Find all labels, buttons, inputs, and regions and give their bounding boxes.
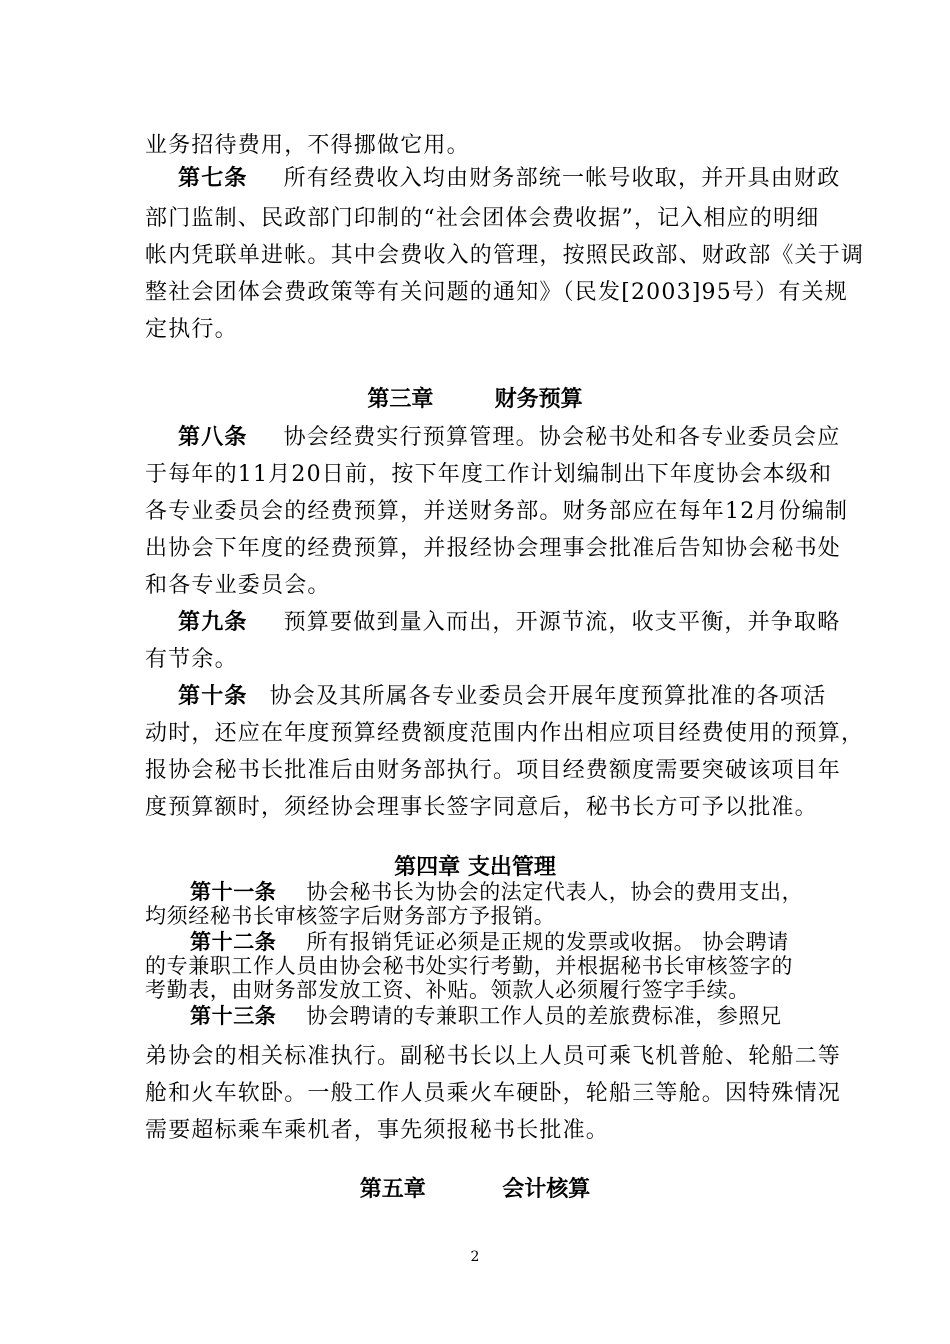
text-line: 动时，还应在年度预算经费额度范围内作出相应项目经费使用的预算， (145, 721, 865, 746)
article-7-label: 第七条 (178, 165, 248, 191)
article-12-label: 第十二条 (190, 929, 277, 954)
article-7-line (178, 161, 841, 192)
text-line: 出协会下年度的经费预算，并报经协会理事会批准后告知协会秘书处 (145, 536, 842, 561)
text-line: 协会秘书长为协会的法定代表人，协会的费用支出， (306, 880, 804, 904)
text-line: 协会及其所属各专业委员会开展年度预算批准的各项活 (269, 684, 827, 709)
text-line: 舱和火车软卧。一般工作人员乘火车硬卧，轮船三等舱。因特殊情况 (145, 1081, 842, 1106)
text-line: 度预算额时，须经协会理事长签字同意后，秘书长方可予以批准。 (145, 795, 818, 820)
article-10-line (178, 679, 827, 710)
text-line: 的专兼职工作人员由协会秘书处实行考勤，并根据秘书长审核签字的 (145, 954, 793, 978)
text-line: 报协会秘书长批准后由财务部执行。项目经费额度需要突破该项目年 (145, 758, 842, 783)
text-line: 弟协会的相关标准执行。副秘书长以上人员可乘飞机普舱、轮船二等 (145, 1044, 842, 1069)
text-line: 帐内凭联单进帐。其中会费收入的管理，按照民政部、财政部《关于调 (145, 243, 865, 268)
article-8-label: 第八条 (178, 424, 248, 450)
text-line: 定执行。 (145, 317, 238, 342)
article-10-label: 第十条 (178, 683, 248, 709)
chapter-4-heading: 第四章 支出管理 (394, 854, 556, 880)
text-line: 业务招待费用，不得挪做它用。 (145, 133, 470, 158)
article-13-label: 第十三条 (190, 1003, 277, 1028)
text-line: 整社会团体会费政策等有关问题的通知》（民发[2003]95号）有关规 (145, 280, 848, 305)
text-line: 于每年的11月20日前，按下年度工作计划编制出下年度协会本级和 (145, 462, 833, 487)
text-line: 协会聘请的专兼职工作人员的差旅费标准，参照兄 (306, 1004, 782, 1028)
article-9-label: 第九条 (178, 609, 248, 635)
text-line: 和各专业委员会。 (145, 573, 331, 598)
text-line: 均须经秘书长审核签字后财务部方予报销。 (145, 904, 556, 928)
text-line: 预算要做到量入而出，开源节流，收支平衡，并争取略 (283, 610, 841, 635)
text-line: 有节余。 (145, 647, 238, 672)
text-line: 考勤表，由财务部发放工资、补贴。领款人必须履行签字手续。 (145, 978, 750, 1002)
article-13-line (190, 1000, 810, 1030)
page-number: 2 (470, 1249, 480, 1265)
text-line: 部门监制、民政部门印制的“社会团体会费收据”，记入相应的明细 (145, 206, 820, 231)
chapter-5-heading: 第五章 会计核算 (359, 1176, 591, 1202)
text-line: 需要超标乘车乘机者，事先须报秘书长批准。 (145, 1118, 610, 1143)
article-8-line (178, 420, 841, 451)
text-line: 各专业委员会的经费预算，并送财务部。财务部应在每年12月份编制 (145, 499, 849, 524)
article-11-label: 第十一条 (190, 879, 277, 904)
text-line: 所有报销凭证必须是正规的发票或收据。 协会聘请 (306, 930, 789, 954)
chapter-3-heading: 第三章 财务预算 (367, 386, 583, 412)
text-line: 协会经费实行预算管理。协会秘书处和各专业委员会应 (283, 425, 841, 450)
article-9-line (178, 605, 841, 636)
text-line: 所有经费收入均由财务部统一帐号收取，并开具由财政 (283, 166, 841, 191)
